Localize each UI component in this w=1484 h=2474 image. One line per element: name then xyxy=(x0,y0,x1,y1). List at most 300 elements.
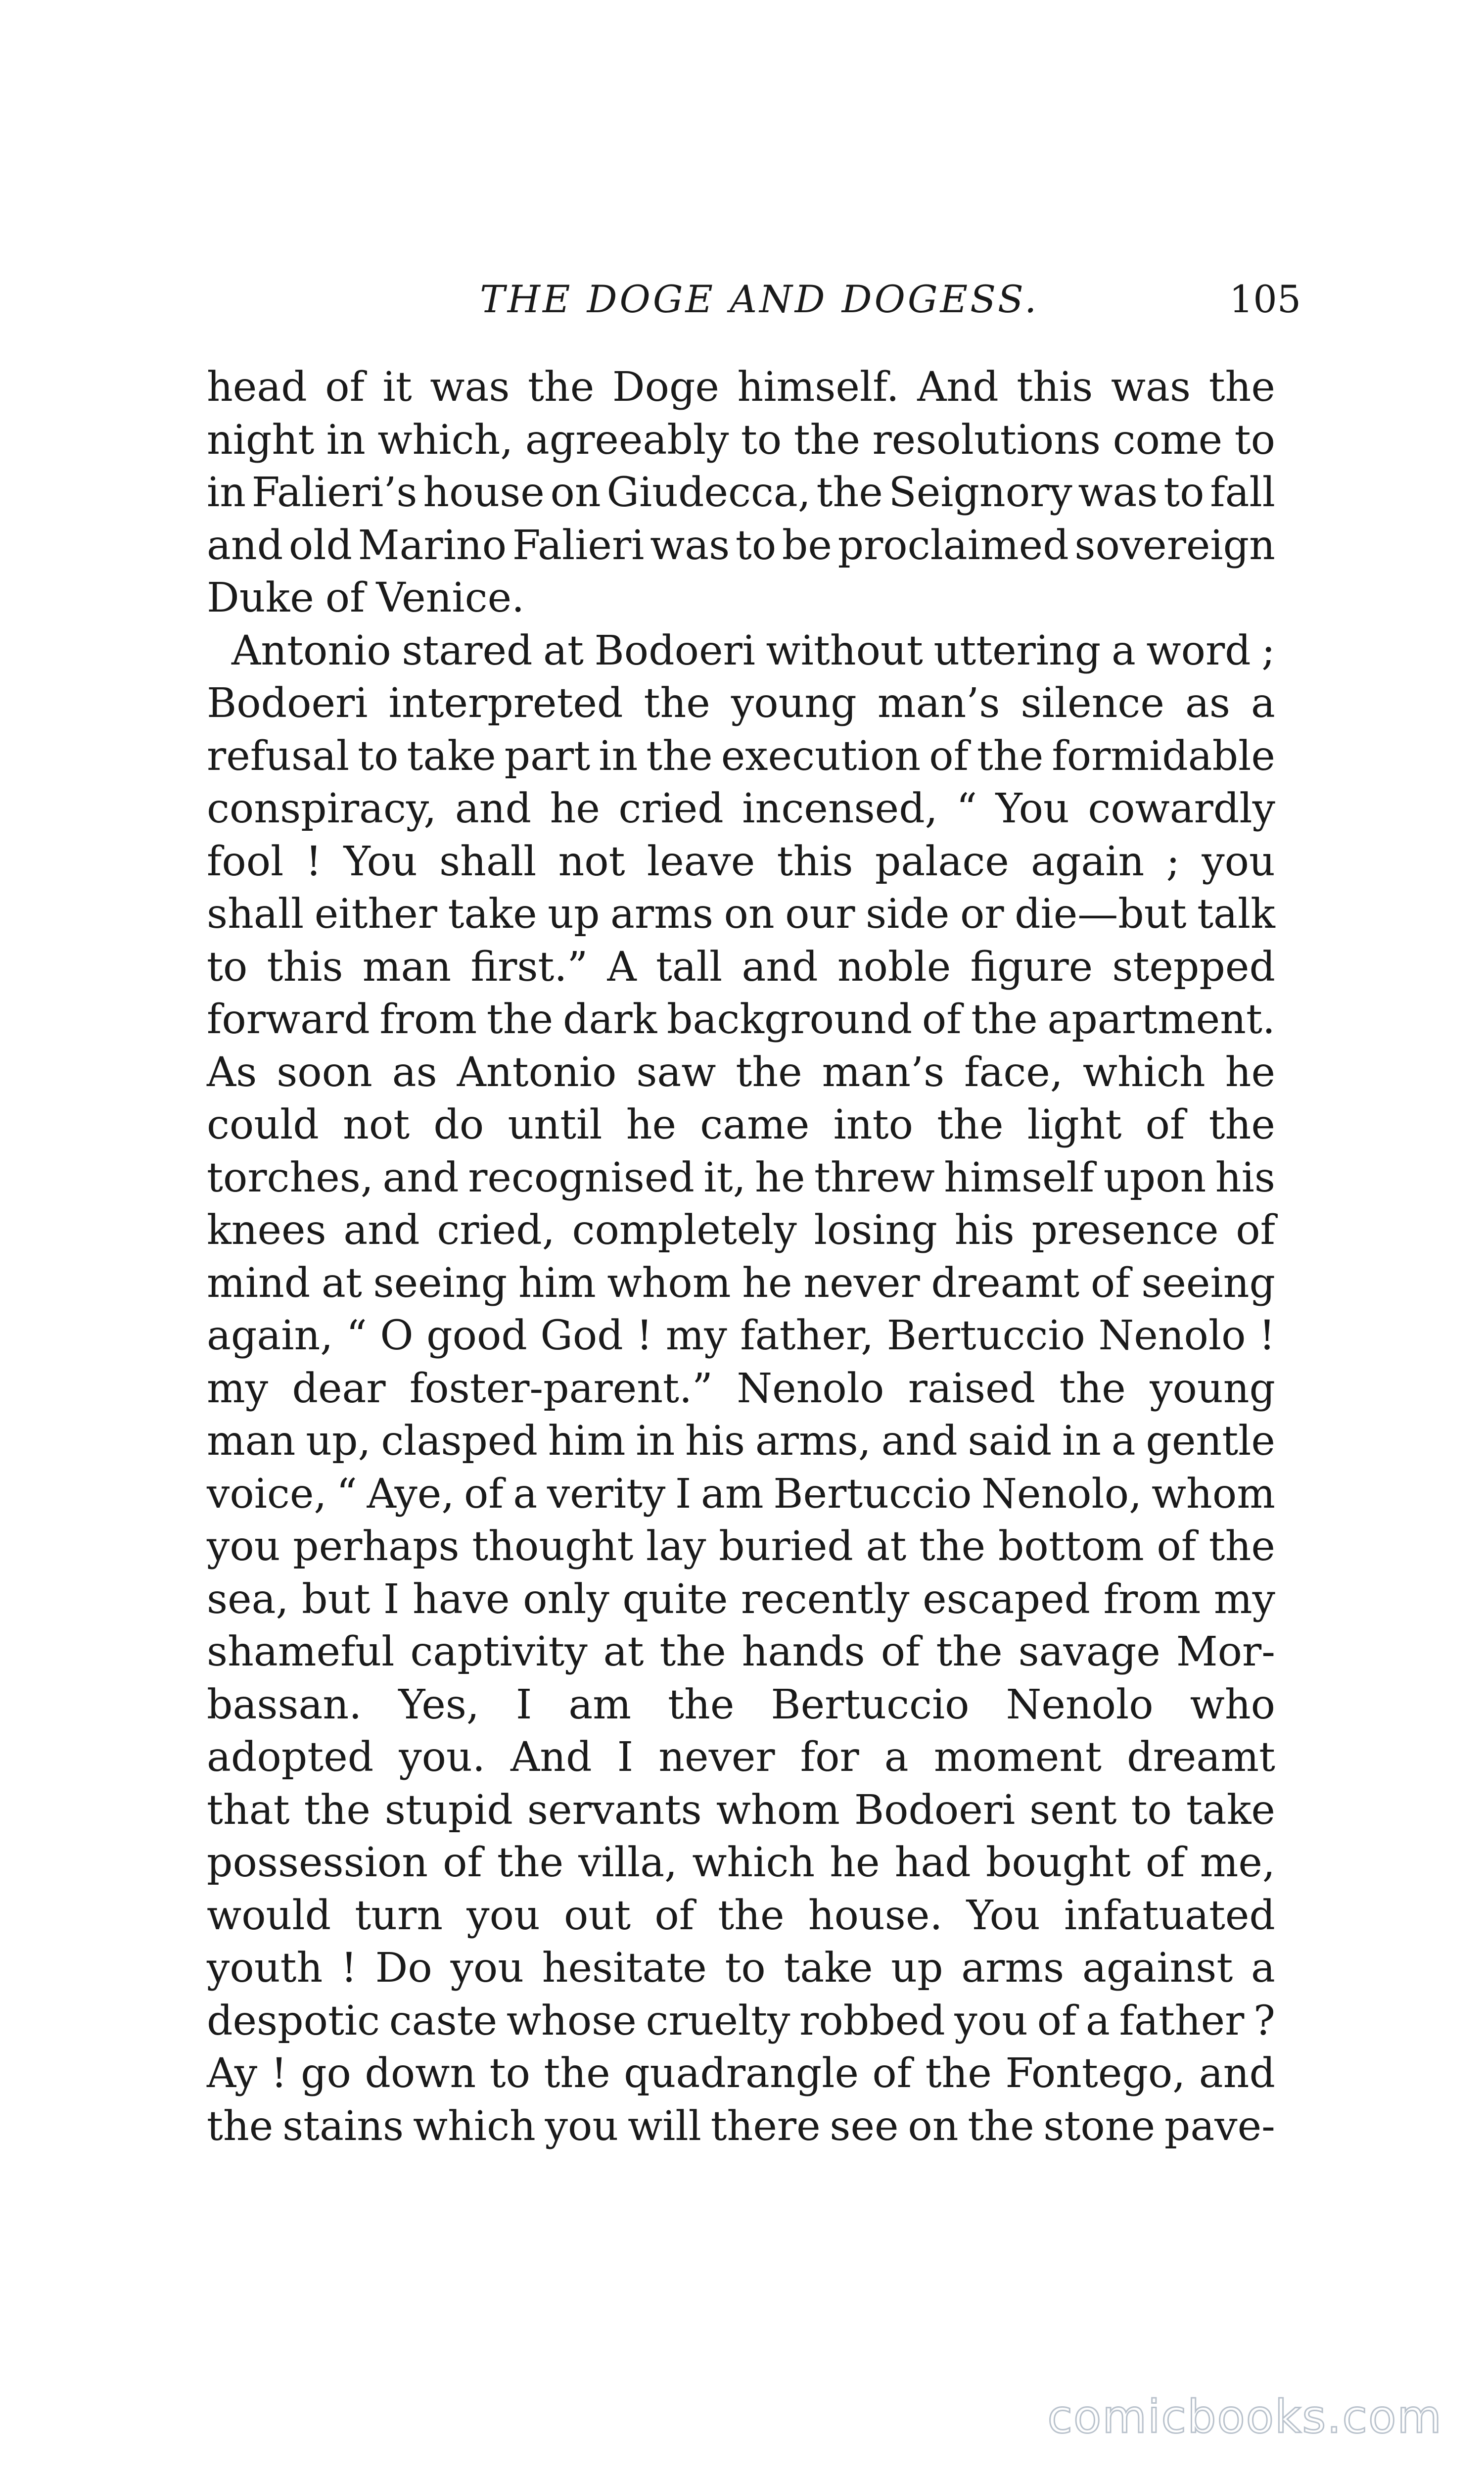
word: never xyxy=(803,1259,920,1307)
word: agreeably xyxy=(525,416,729,464)
word: “ xyxy=(336,1470,357,1518)
word: this xyxy=(777,838,853,885)
word: As xyxy=(207,1048,257,1096)
word: clasped xyxy=(381,1418,538,1465)
word: do xyxy=(433,1101,484,1148)
word: Fontego, xyxy=(1005,2050,1186,2097)
text-line xyxy=(207,1731,1275,1784)
word: and xyxy=(207,522,283,569)
word: mind xyxy=(207,1259,311,1307)
word: saw xyxy=(636,1048,716,1096)
word: youth xyxy=(207,1945,323,1992)
word: light xyxy=(1027,1101,1122,1148)
word: ? xyxy=(1253,1997,1275,2045)
word: this xyxy=(1017,364,1093,411)
word: good xyxy=(426,1312,527,1359)
word: ; xyxy=(1166,838,1180,885)
word: man’s xyxy=(877,680,1000,727)
word: the xyxy=(718,1892,785,1939)
word: completely xyxy=(572,1207,797,1254)
word: of xyxy=(1145,1101,1185,1148)
word: could xyxy=(207,1101,319,1148)
word: a xyxy=(1111,1418,1136,1465)
word: stone xyxy=(1043,2102,1156,2150)
text-line xyxy=(207,836,1275,889)
page-number: 105 xyxy=(1229,277,1301,321)
word: be xyxy=(782,522,832,569)
word: losing xyxy=(814,1207,937,1254)
word: Seignory xyxy=(888,469,1072,516)
word: to xyxy=(489,2050,530,2097)
word: conspiracy, xyxy=(207,785,437,832)
word: dreamt xyxy=(1127,1734,1275,1781)
word: take xyxy=(407,732,496,780)
word: stupid xyxy=(384,1786,513,1834)
word: himself. xyxy=(737,364,899,411)
word: cruelty xyxy=(646,1997,790,2045)
word: the xyxy=(937,1101,1004,1148)
word: to xyxy=(1131,1786,1172,1834)
word: the xyxy=(793,416,860,464)
text-line xyxy=(207,1837,1275,1890)
word: man’s xyxy=(822,1048,945,1096)
word: you xyxy=(1202,838,1275,885)
word: at xyxy=(603,1628,644,1675)
word: recognised xyxy=(468,1154,695,1201)
word: forward xyxy=(207,996,370,1043)
word: tall xyxy=(655,943,723,991)
word: sent xyxy=(1029,1786,1117,1834)
word: gentle xyxy=(1146,1418,1275,1465)
word: of xyxy=(872,2050,912,2097)
word: at xyxy=(543,627,584,674)
word: at xyxy=(866,1523,907,1570)
word: this xyxy=(267,943,343,991)
word: leave xyxy=(647,838,755,885)
word: proclaimed xyxy=(837,522,1069,569)
word: house xyxy=(423,469,545,516)
word: Nenolo, xyxy=(981,1470,1142,1518)
word: You xyxy=(343,838,417,885)
word: You xyxy=(966,1892,1040,1939)
word: and xyxy=(382,1154,459,1201)
word: either xyxy=(314,891,438,938)
word: to xyxy=(1234,416,1275,464)
word: me, xyxy=(1200,1839,1275,1886)
word: thought xyxy=(472,1523,634,1570)
text-line xyxy=(207,572,1275,625)
word: take xyxy=(448,891,537,938)
word: the xyxy=(527,364,595,411)
word: of xyxy=(1090,1259,1130,1307)
word: formidable xyxy=(1052,732,1275,780)
word: had xyxy=(894,1839,971,1886)
word: dark xyxy=(562,996,657,1043)
word: of xyxy=(1157,1523,1197,1570)
word: he xyxy=(755,1154,805,1201)
word: and xyxy=(881,1418,958,1465)
word: he xyxy=(550,785,600,832)
word: escaped xyxy=(923,1575,1091,1623)
word: would xyxy=(207,1892,331,1939)
word: knees xyxy=(207,1207,326,1254)
word: I xyxy=(675,1470,692,1518)
word: talk xyxy=(1197,891,1275,938)
word: captivity xyxy=(410,1628,588,1675)
word: Ay xyxy=(207,2050,258,2097)
word: father xyxy=(1119,1997,1245,2045)
word: whose xyxy=(506,1997,637,2045)
word: not xyxy=(558,838,625,885)
word: whom xyxy=(716,1786,840,1834)
word: Nenolo xyxy=(1098,1312,1246,1359)
word: of xyxy=(325,574,365,621)
word: a xyxy=(1251,680,1275,727)
word: see xyxy=(830,2102,899,2150)
body-text xyxy=(207,361,1275,2153)
word: savage xyxy=(1018,1628,1160,1675)
word: head xyxy=(207,364,307,411)
word: you xyxy=(954,1997,1028,2045)
word: he xyxy=(742,1259,792,1307)
word: of xyxy=(464,1470,504,1518)
word: God xyxy=(540,1312,623,1359)
word: the xyxy=(919,1523,986,1570)
word: was xyxy=(1111,364,1191,411)
word: of xyxy=(325,364,365,411)
word: And xyxy=(917,364,999,411)
word: down xyxy=(365,2050,476,2097)
word: and xyxy=(455,785,532,832)
word: dear xyxy=(292,1365,386,1412)
text-line xyxy=(207,1047,1275,1099)
word: you. xyxy=(399,1734,485,1781)
word: Bertuccio xyxy=(886,1312,1085,1359)
word: as xyxy=(1185,680,1230,727)
word: am xyxy=(568,1681,632,1728)
word: Do xyxy=(375,1945,432,1992)
word: he xyxy=(830,1839,880,1886)
word: whom xyxy=(607,1259,731,1307)
word: his xyxy=(954,1207,1015,1254)
word: my xyxy=(665,1312,727,1359)
word: you xyxy=(545,2102,619,2150)
word: of xyxy=(1037,1997,1077,2045)
word: interpreted xyxy=(388,680,623,727)
word: and xyxy=(742,943,818,991)
word: have xyxy=(412,1575,510,1623)
word: from xyxy=(379,996,477,1043)
word: I xyxy=(516,1681,532,1728)
word: I xyxy=(383,1575,400,1623)
word: you xyxy=(450,1945,524,1992)
word: the xyxy=(1208,1523,1275,1570)
word: bottom xyxy=(998,1523,1144,1570)
word: the xyxy=(646,732,713,780)
word: apartment. xyxy=(1047,996,1275,1043)
word: incensed, xyxy=(742,785,938,832)
word: torches, xyxy=(207,1154,373,1201)
word: And xyxy=(510,1734,592,1781)
word: on xyxy=(550,469,601,516)
word: of xyxy=(443,1839,482,1886)
text-line xyxy=(207,1468,1275,1521)
word: or xyxy=(960,891,1004,938)
word: palace xyxy=(875,838,1009,885)
text-line xyxy=(207,1679,1275,1732)
word: infatuated xyxy=(1064,1892,1275,1939)
word: resolutions xyxy=(872,416,1101,464)
word: man xyxy=(362,943,452,991)
word: man xyxy=(207,1418,296,1465)
word: lay xyxy=(646,1523,706,1570)
word: fall xyxy=(1210,469,1275,516)
text-line xyxy=(207,783,1275,836)
word: his xyxy=(685,1418,745,1465)
word: recently xyxy=(741,1575,910,1623)
word: dreamt xyxy=(931,1259,1080,1307)
text-line xyxy=(207,941,1275,994)
running-head: THE DOGE AND DOGESS. xyxy=(480,277,1039,321)
word: the xyxy=(644,680,710,727)
word: again, xyxy=(207,1312,333,1359)
word: despotic xyxy=(207,1997,380,2045)
word: to xyxy=(358,732,399,780)
word: up, xyxy=(306,1418,371,1465)
word: Marino xyxy=(358,522,507,569)
word: young xyxy=(731,680,857,727)
word: he xyxy=(1225,1048,1275,1096)
word: threw xyxy=(814,1154,935,1201)
word: robbed xyxy=(799,1997,945,2045)
word: said xyxy=(968,1418,1052,1465)
word: Giudecca, xyxy=(606,469,811,516)
text-line xyxy=(207,1099,1275,1152)
word: old xyxy=(288,522,352,569)
word: to xyxy=(741,416,782,464)
word: only xyxy=(523,1575,609,1623)
word: the xyxy=(976,732,1044,780)
word: “ xyxy=(346,1312,367,1359)
word: not xyxy=(343,1101,410,1148)
word: against xyxy=(1082,1945,1233,1992)
word: in xyxy=(326,416,366,464)
word: Bertuccio xyxy=(771,1681,970,1728)
word: of xyxy=(654,1892,695,1939)
word: word xyxy=(1146,627,1251,674)
text-line xyxy=(207,1942,1275,1995)
word: to xyxy=(725,1945,766,1992)
word: Falieri’s xyxy=(251,469,417,516)
word: of xyxy=(1236,1207,1275,1254)
word: cried xyxy=(618,785,724,832)
word: servants xyxy=(527,1786,702,1834)
word: it xyxy=(382,364,412,411)
word: without xyxy=(766,627,923,674)
word: figure xyxy=(970,943,1093,991)
word: seeing xyxy=(373,1259,508,1307)
word: in xyxy=(1062,1418,1101,1465)
word: the xyxy=(736,1048,802,1096)
word: to xyxy=(207,943,248,991)
word: quadrangle xyxy=(624,2050,859,2097)
word: seeing xyxy=(1141,1259,1275,1307)
word: upon xyxy=(1103,1154,1206,1201)
word: side xyxy=(866,891,950,938)
word: for xyxy=(800,1734,859,1781)
word: the xyxy=(668,1681,735,1728)
word: and xyxy=(1199,2050,1275,2097)
word: Nenolo xyxy=(1006,1681,1154,1728)
word: ! xyxy=(305,838,322,885)
text-line xyxy=(207,994,1275,1047)
word: was xyxy=(1078,469,1158,516)
word: quite xyxy=(622,1575,728,1623)
text-line xyxy=(207,730,1275,783)
word: “ xyxy=(956,785,977,832)
word: Yes, xyxy=(398,1681,479,1728)
word: you xyxy=(466,1892,540,1939)
word: fool xyxy=(207,838,284,885)
word: the xyxy=(925,2050,992,2097)
word: possession xyxy=(207,1839,428,1886)
word: a xyxy=(1086,1997,1110,2045)
word: the xyxy=(497,1839,564,1886)
word: on xyxy=(908,2102,959,2150)
word: shall xyxy=(439,838,537,885)
word: the xyxy=(1059,1365,1126,1412)
word: the xyxy=(486,996,554,1043)
word: uttering xyxy=(933,627,1101,674)
text-line xyxy=(207,361,1275,414)
word: shall xyxy=(207,891,304,938)
word: turn xyxy=(355,1892,443,1939)
word: the xyxy=(659,1628,726,1675)
word: which xyxy=(1082,1048,1206,1096)
word: take xyxy=(1186,1786,1275,1834)
word: his xyxy=(1215,1154,1275,1201)
word: himself xyxy=(944,1154,1095,1201)
word: take xyxy=(784,1945,873,1992)
word: which xyxy=(413,2102,536,2150)
word: a xyxy=(513,1470,538,1518)
word: young xyxy=(1150,1365,1275,1412)
text-line xyxy=(207,1784,1275,1837)
word: from xyxy=(1103,1575,1201,1623)
word: Nenolo xyxy=(737,1365,884,1412)
word: that xyxy=(207,1786,290,1834)
word: silence xyxy=(1020,680,1164,727)
text-line xyxy=(207,1415,1275,1468)
word: the xyxy=(544,2050,610,2097)
word: into xyxy=(833,1101,913,1148)
word: of xyxy=(881,1628,921,1675)
word: soon xyxy=(277,1048,372,1096)
text-line xyxy=(207,467,1275,520)
word: the xyxy=(1208,364,1275,411)
word: our xyxy=(785,891,855,938)
text-line xyxy=(207,1573,1275,1626)
word: the xyxy=(304,1786,371,1834)
text-line xyxy=(207,1204,1275,1257)
word: it, xyxy=(703,1154,746,1201)
word: the xyxy=(971,996,1038,1043)
word: who xyxy=(1190,1681,1275,1728)
word: never xyxy=(658,1734,775,1781)
text-line xyxy=(207,1310,1275,1363)
word: a xyxy=(1111,627,1136,674)
word: a xyxy=(1251,1945,1275,1992)
word: to xyxy=(1163,469,1205,516)
word: my xyxy=(1213,1575,1275,1623)
text-line xyxy=(207,1995,1275,2048)
word: am xyxy=(701,1470,764,1518)
word: come xyxy=(1113,416,1223,464)
word: the xyxy=(936,1628,1003,1675)
word: my xyxy=(207,1365,269,1412)
word: Falieri xyxy=(512,522,645,569)
word: I xyxy=(617,1734,634,1781)
word: Aye, xyxy=(367,1470,455,1518)
word: sea, xyxy=(207,1575,289,1623)
word: shameful xyxy=(207,1628,395,1675)
word: in xyxy=(207,469,246,516)
word: refusal xyxy=(207,732,350,780)
word: verity xyxy=(547,1470,666,1518)
word: sovereign xyxy=(1074,522,1275,569)
word: on xyxy=(724,891,775,938)
word: background xyxy=(666,996,913,1043)
word: go xyxy=(301,2050,351,2097)
word: to xyxy=(735,522,777,569)
word: out xyxy=(564,1892,631,1939)
word: father, xyxy=(740,1312,874,1359)
word: of xyxy=(929,732,969,780)
word: stains xyxy=(282,2102,404,2150)
text-line xyxy=(207,677,1275,730)
word: noble xyxy=(837,943,951,991)
word: hesitate xyxy=(542,1945,707,1992)
word: cried, xyxy=(437,1207,555,1254)
text-line xyxy=(207,888,1275,941)
word: ! xyxy=(271,2050,287,2097)
word: him xyxy=(548,1418,626,1465)
word: moment xyxy=(933,1734,1102,1781)
text-line xyxy=(207,625,1275,678)
word: part xyxy=(504,732,591,780)
word: arms xyxy=(961,1945,1065,1992)
text-line xyxy=(207,1363,1275,1416)
word: ! xyxy=(636,1312,653,1359)
word: whom xyxy=(1151,1470,1275,1518)
text-line xyxy=(207,2047,1275,2100)
text-line xyxy=(207,520,1275,572)
word: Bertuccio xyxy=(773,1470,972,1518)
word: arms xyxy=(610,891,713,938)
word: cowardly xyxy=(1088,785,1275,832)
word: ; xyxy=(1261,627,1275,674)
word: the xyxy=(816,469,883,516)
word: you xyxy=(207,1523,280,1570)
word: in xyxy=(599,732,638,780)
word: there xyxy=(710,2102,821,2150)
text-line xyxy=(207,2100,1275,2153)
word: the xyxy=(207,2102,274,2150)
word: Antonio xyxy=(232,627,391,674)
word: night xyxy=(207,416,315,464)
text-line xyxy=(207,1257,1275,1310)
word: as xyxy=(392,1048,437,1096)
